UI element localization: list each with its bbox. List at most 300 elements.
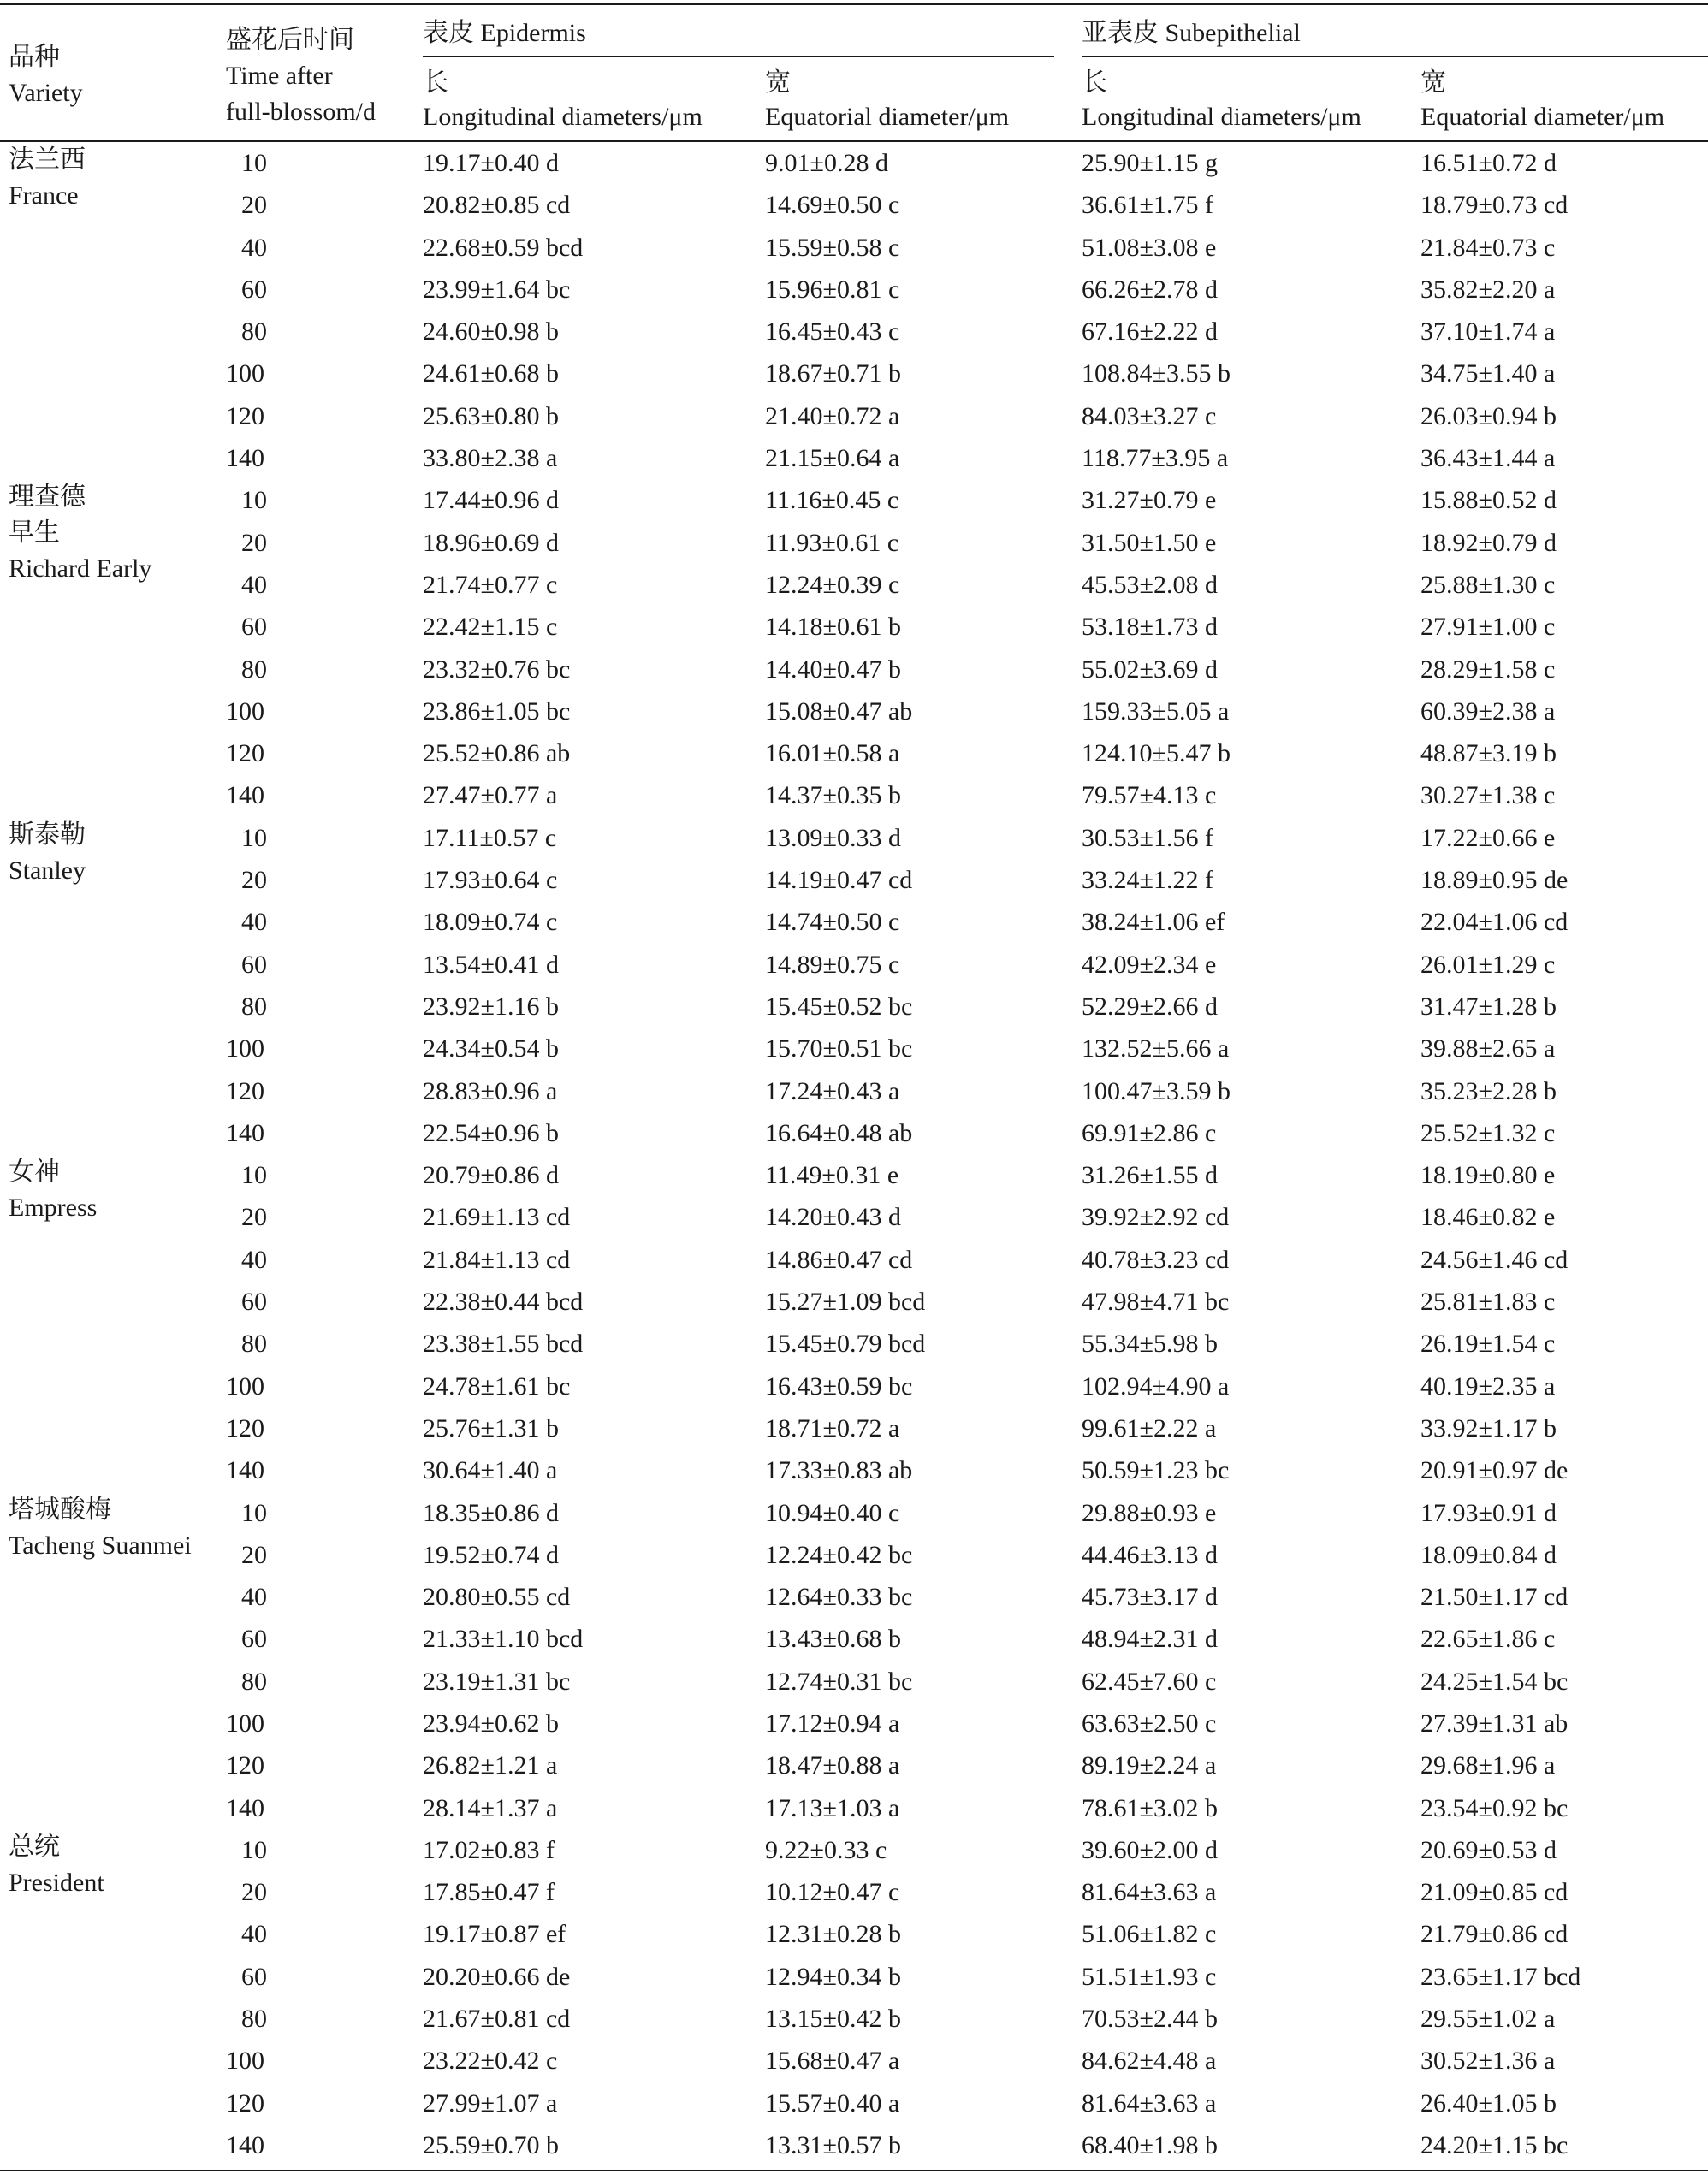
subepithelial-long-cell: 30.53±1.56 f (1082, 823, 1213, 852)
epidermis-wide-cell: 10.12±0.47 c (765, 1878, 900, 1907)
table-row (0, 1070, 1708, 1112)
epidermis-wide-cell: 14.20±0.43 d (765, 1203, 901, 1232)
time-cell: 20 (241, 1203, 267, 1232)
epidermis-wide-cell: 14.74±0.50 c (765, 908, 900, 937)
subepithelial-wide-cell: 17.22±0.66 e (1420, 823, 1556, 852)
time-cell: 80 (241, 1667, 267, 1696)
subepithelial-long-cell: 50.59±1.23 bc (1082, 1456, 1230, 1485)
epidermis-wide-cell: 14.19±0.47 cd (765, 866, 913, 895)
time-cell: 20 (241, 1540, 267, 1569)
time-cell: 20 (241, 1878, 267, 1907)
epidermis-long-cell: 17.93±0.64 c (423, 866, 558, 895)
time-cell: 20 (241, 528, 267, 557)
table-row (0, 1956, 1708, 1998)
subepithelial-wide-cell: 28.29±1.58 c (1420, 655, 1556, 684)
subepithelial-long-cell: 45.73±3.17 d (1082, 1583, 1218, 1612)
subepithelial-wide-cell: 21.50±1.17 cd (1420, 1583, 1569, 1612)
subepithelial-long-cell: 38.24±1.06 ef (1082, 908, 1225, 937)
table-row (0, 1745, 1708, 1786)
subepithelial-long-en: Longitudinal diameters/μm (1082, 103, 1361, 131)
epidermis-wide-cell: 14.40±0.47 b (765, 655, 901, 684)
subepithelial-long-cell: 33.24±1.22 f (1082, 866, 1213, 895)
table-row (0, 732, 1708, 774)
epidermis-long-cell: 23.22±0.42 c (423, 2047, 558, 2076)
subepithelial-long-cell: 39.92±2.92 cd (1082, 1203, 1230, 1232)
table-row (0, 1618, 1708, 1660)
subepithelial-long-cell: 51.08±3.08 e (1082, 233, 1217, 262)
epidermis-long-cell: 20.80±0.55 cd (423, 1583, 571, 1612)
subepithelial-wide-cell: 18.89±0.95 de (1420, 866, 1569, 895)
variety-name-en: Tacheng Suanmei (9, 1531, 192, 1560)
time-cell: 10 (241, 823, 267, 852)
variety-name-en: Richard Early (9, 554, 152, 584)
subepithelial-long-cell: 31.26±1.55 d (1082, 1161, 1218, 1190)
epidermis-long-cell: 24.60±0.98 b (423, 317, 559, 347)
table-row (0, 184, 1708, 226)
epidermis-long-cell: 13.54±0.41 d (423, 950, 559, 979)
subepithelial-long-cell: 29.88±0.93 e (1082, 1498, 1217, 1527)
epidermis-long-cell: 19.52±0.74 d (423, 1540, 559, 1569)
time-cell: 60 (241, 950, 267, 979)
subepithelial-wide-cell: 27.39±1.31 ab (1420, 1709, 1569, 1738)
epidermis-long-cell: 19.17±0.87 ef (423, 1920, 566, 1949)
time-cell: 140 (226, 444, 264, 473)
time-cell: 80 (241, 317, 267, 347)
epidermis-long-cell: 30.64±1.40 a (423, 1456, 558, 1485)
subepithelial-wide-cell: 36.43±1.44 a (1420, 444, 1556, 473)
epidermis-wide-cell: 16.45±0.43 c (765, 317, 900, 347)
variety-header-en: Variety (9, 79, 83, 107)
subepithelial-long-cell: 53.18±1.73 d (1082, 613, 1218, 642)
time-cell: 120 (226, 1751, 264, 1780)
epidermis-long-cell: 24.78±1.61 bc (423, 1371, 571, 1401)
time-cell: 60 (241, 1288, 267, 1317)
subepithelial-long-cell: 89.19±2.24 a (1082, 1751, 1217, 1780)
subepithelial-wide-cell: 25.81±1.83 c (1420, 1288, 1556, 1317)
table-row (0, 944, 1708, 986)
epidermis-long-cell: 22.68±0.59 bcd (423, 233, 584, 262)
table-row (0, 269, 1708, 311)
table-row (0, 1407, 1708, 1449)
subepithelial-long-cell: 47.98±4.71 bc (1082, 1288, 1230, 1317)
time-cell: 100 (226, 1709, 264, 1738)
subepithelial-wide-cell: 35.82±2.20 a (1420, 275, 1556, 304)
subepithelial-long-cell: 52.29±2.66 d (1082, 992, 1218, 1021)
table-row (0, 1449, 1708, 1491)
subepithelial-wide-cell: 26.01±1.29 c (1420, 950, 1556, 979)
subepithelial-wide-cell: 40.19±2.35 a (1420, 1371, 1556, 1401)
subepithelial-wide-cell: 29.68±1.96 a (1420, 1751, 1556, 1780)
subepithelial-long-cell: 132.52±5.66 a (1082, 1034, 1230, 1063)
epidermis-long-cell: 23.92±1.16 b (423, 992, 559, 1021)
time-cell: 10 (241, 486, 267, 515)
epidermis-long-cell: 23.86±1.05 bc (423, 696, 571, 726)
epidermis-long-cell: 21.69±1.13 cd (423, 1203, 571, 1232)
epidermis-wide-cell: 16.43±0.59 bc (765, 1371, 913, 1401)
subepithelial-long-cell: 102.94±4.90 a (1082, 1371, 1230, 1401)
time-cell: 40 (241, 1245, 267, 1274)
subepithelial-wide-cell: 17.93±0.91 d (1420, 1498, 1557, 1527)
time-cell: 140 (226, 781, 264, 810)
subepithelial-wide-cell: 31.47±1.28 b (1420, 992, 1557, 1021)
epidermis-long-cell: 17.02±0.83 f (423, 1835, 555, 1864)
time-cell: 60 (241, 1625, 267, 1654)
subepithelial-wide-cell: 18.19±0.80 e (1420, 1161, 1556, 1190)
subepithelial-long-cell: 68.40±1.98 b (1082, 2130, 1218, 2159)
subepithelial-wide-cell: 39.88±2.65 a (1420, 1034, 1556, 1063)
subepithelial-long-cell: 39.60±2.00 d (1082, 1835, 1218, 1864)
time-cell: 60 (241, 613, 267, 642)
variety-name-cn: 法兰西 (9, 145, 86, 174)
table-row (0, 352, 1708, 394)
subepithelial-long-cell: 42.09±2.34 e (1082, 950, 1217, 979)
epidermis-long-cell: 28.83±0.96 a (423, 1076, 558, 1105)
subepithelial-long-cell: 51.06±1.82 c (1082, 1920, 1217, 1949)
subepithelial-wide-cell: 23.65±1.17 bcd (1420, 1962, 1581, 1991)
epidermis-wide-cell: 15.45±0.79 bcd (765, 1330, 926, 1359)
time-cell: 120 (226, 1413, 264, 1442)
epidermis-wide-cell: 10.94±0.40 c (765, 1498, 900, 1527)
epidermis-long-cell: 17.85±0.47 f (423, 1878, 555, 1907)
subepithelial-long-cell: 55.34±5.98 b (1082, 1330, 1218, 1359)
time-header-cn: 盛花后时间 (226, 26, 354, 54)
time-cell: 40 (241, 1583, 267, 1612)
time-cell: 40 (241, 233, 267, 262)
variety-name-en: Empress (9, 1194, 98, 1223)
table-row (0, 649, 1708, 690)
subepithelial-wide-cell: 37.10±1.74 a (1420, 317, 1556, 347)
subepithelial-wide-cell: 33.92±1.17 b (1420, 1413, 1557, 1442)
epidermis-long-cell: 20.20±0.66 de (423, 1962, 571, 1991)
subepithelial-wide-cell: 34.75±1.40 a (1420, 359, 1556, 388)
table-row (0, 1323, 1708, 1365)
subepithelial-wide-cell: 25.88±1.30 c (1420, 570, 1556, 599)
epidermis-long-cell: 24.34±0.54 b (423, 1034, 559, 1063)
subepithelial-wide-cell: 18.46±0.82 e (1420, 1203, 1556, 1232)
epidermis-long-cell: 19.17±0.40 d (423, 149, 559, 177)
subepithelial-long-cell: 99.61±2.22 a (1082, 1413, 1217, 1442)
subepithelial-wide-cell: 25.52±1.32 c (1420, 1118, 1556, 1147)
table-row (0, 564, 1708, 606)
subepithelial-long-cell: 69.91±2.86 c (1082, 1118, 1217, 1147)
subepithelial-wide-cell: 21.79±0.86 cd (1420, 1920, 1569, 1949)
table-row (0, 1787, 1708, 1829)
epidermis-long-cell: 18.35±0.86 d (423, 1498, 559, 1527)
table-row (0, 227, 1708, 269)
subepithelial-wide-cell: 22.65±1.86 c (1420, 1625, 1556, 1654)
epidermis-long-cell: 22.42±1.15 c (423, 613, 558, 642)
table-row (0, 774, 1708, 816)
subepithelial-long-cell: 44.46±3.13 d (1082, 1540, 1218, 1569)
epidermis-wide-cell: 12.74±0.31 bc (765, 1667, 913, 1696)
epidermis-long-cell: 33.80±2.38 a (423, 444, 558, 473)
subepithelial-wide-cell: 20.91±0.97 de (1420, 1456, 1569, 1485)
epidermis-wide-cell: 17.24±0.43 a (765, 1076, 900, 1105)
subepithelial-long-cell: 67.16±2.22 d (1082, 317, 1218, 347)
table-row (0, 2082, 1708, 2124)
table-row (0, 1112, 1708, 1154)
subepithelial-header: 亚表皮 Subepithelial (1082, 19, 1301, 47)
table-row (0, 1998, 1708, 2040)
subepithelial-wide-cell: 22.04±1.06 cd (1420, 908, 1569, 937)
subepithelial-long-cell: 55.02±3.69 d (1082, 655, 1218, 684)
table-row (0, 1028, 1708, 1069)
time-cell: 10 (241, 149, 267, 177)
epidermis-long-cell: 23.94±0.62 b (423, 1709, 559, 1738)
epidermis-wide-cell: 12.31±0.28 b (765, 1920, 901, 1949)
epidermis-wide-cell: 17.33±0.83 ab (765, 1456, 913, 1485)
time-cell: 100 (226, 2047, 264, 2076)
time-cell: 60 (241, 1962, 267, 1991)
table-row (0, 522, 1708, 564)
time-cell: 80 (241, 2005, 267, 2034)
table-row (0, 1196, 1708, 1238)
epidermis-wide-cell: 12.94±0.34 b (765, 1962, 901, 1991)
subepithelial-wide-cell: 16.51±0.72 d (1420, 149, 1557, 177)
top-rule (0, 3, 1708, 5)
epidermis-long-cell: 21.74±0.77 c (423, 570, 558, 599)
epidermis-wide-cell: 14.89±0.75 c (765, 950, 900, 979)
subepithelial-wide-cn: 宽 (1420, 68, 1446, 97)
table-row (0, 1365, 1708, 1407)
time-cell: 80 (241, 1330, 267, 1359)
time-header-en-1: Time after (226, 62, 333, 90)
subepithelial-long-cell: 36.61±1.75 f (1082, 191, 1213, 220)
subepithelial-long-cell: 81.64±3.63 a (1082, 1878, 1217, 1907)
epidermis-long-cn: 长 (423, 68, 448, 97)
subepithelial-long-cell: 108.84±3.55 b (1082, 359, 1231, 388)
epidermis-wide-cell: 12.64±0.33 bc (765, 1583, 913, 1612)
time-cell: 40 (241, 570, 267, 599)
epidermis-long-cell: 22.38±0.44 bcd (423, 1288, 584, 1317)
epidermis-wide-cell: 9.22±0.33 c (765, 1835, 887, 1864)
table-row (0, 437, 1708, 479)
subepithelial-long-cn: 长 (1082, 68, 1107, 97)
table-row (0, 1281, 1708, 1323)
epidermis-wide-cell: 13.31±0.57 b (765, 2130, 901, 2159)
subepithelial-long-cell: 51.51±1.93 c (1082, 1962, 1217, 1991)
epidermis-wide-cell: 13.15±0.42 b (765, 2005, 901, 2034)
epidermis-long-cell: 25.59±0.70 b (423, 2130, 559, 2159)
variety-name-cn: 斯泰勒 (9, 820, 86, 849)
table-row (0, 901, 1708, 943)
time-cell: 60 (241, 275, 267, 304)
table-body (0, 142, 1708, 2166)
epidermis-wide-cell: 12.24±0.42 bc (765, 1540, 913, 1569)
epidermis-long-cell: 23.38±1.55 bcd (423, 1330, 584, 1359)
subepithelial-long-cell: 81.64±3.63 a (1082, 2088, 1217, 2118)
epidermis-wide-cell: 15.68±0.47 a (765, 2047, 900, 2076)
subepithelial-wide-en: Equatorial diameter/μm (1420, 103, 1665, 131)
subepithelial-wide-cell: 24.20±1.15 bc (1420, 2130, 1569, 2159)
epidermis-wide-cell: 15.45±0.52 bc (765, 992, 913, 1021)
variety-name-en: President (9, 1868, 104, 1897)
subepithelial-wide-cell: 18.79±0.73 cd (1420, 191, 1569, 220)
time-cell: 120 (226, 739, 264, 768)
epidermis-long-cell: 28.14±1.37 a (423, 1793, 558, 1822)
epidermis-long-cell: 25.63±0.80 b (423, 401, 559, 430)
subepithelial-group-rule (1082, 56, 1708, 57)
subepithelial-long-cell: 63.63±2.50 c (1082, 1709, 1217, 1738)
table-row (0, 859, 1708, 901)
time-cell: 100 (226, 1034, 264, 1063)
table-row (0, 1576, 1708, 1618)
time-cell: 20 (241, 191, 267, 220)
epidermis-wide-cell: 15.70±0.51 bc (765, 1034, 913, 1063)
table-row (0, 690, 1708, 732)
table-row (0, 986, 1708, 1028)
table-row (0, 1913, 1708, 1955)
subepithelial-wide-cell: 18.92±0.79 d (1420, 528, 1557, 557)
subepithelial-wide-cell: 21.84±0.73 c (1420, 233, 1556, 262)
epidermis-wide-cell: 13.09±0.33 d (765, 823, 901, 852)
epidermis-long-en: Longitudinal diameters/μm (423, 103, 703, 131)
time-cell: 120 (226, 401, 264, 430)
epidermis-wide-cell: 11.93±0.61 c (765, 528, 899, 557)
subepithelial-long-cell: 159.33±5.05 a (1082, 696, 1230, 726)
epidermis-wide-cell: 12.24±0.39 c (765, 570, 900, 599)
variety-name-en: Stanley (9, 856, 86, 885)
subepithelial-wide-cell: 24.25±1.54 bc (1420, 1667, 1569, 1696)
variety-name-cn: 女神 (9, 1158, 60, 1187)
time-cell: 140 (226, 1118, 264, 1147)
epidermis-wide-cell: 14.69±0.50 c (765, 191, 900, 220)
subepithelial-wide-cell: 20.69±0.53 d (1420, 1835, 1557, 1864)
subepithelial-wide-cell: 26.40±1.05 b (1420, 2088, 1557, 2118)
epidermis-wide-cell: 14.86±0.47 cd (765, 1245, 913, 1274)
time-cell: 40 (241, 1920, 267, 1949)
epidermis-wide-cell: 18.71±0.72 a (765, 1413, 900, 1442)
variety-name-cn: 塔城酸梅 (9, 1495, 111, 1524)
epidermis-long-cell: 23.32±0.76 bc (423, 655, 571, 684)
epidermis-wide-cn: 宽 (765, 68, 791, 97)
epidermis-wide-cell: 16.64±0.48 ab (765, 1118, 913, 1147)
time-cell: 120 (226, 2088, 264, 2118)
epidermis-long-cell: 25.52±0.86 ab (423, 739, 571, 768)
subepithelial-long-cell: 45.53±2.08 d (1082, 570, 1218, 599)
epidermis-long-cell: 27.47±0.77 a (423, 781, 558, 810)
epidermis-wide-cell: 11.49±0.31 e (765, 1161, 899, 1190)
bottom-rule (0, 2170, 1708, 2171)
subepithelial-wide-cell: 24.56±1.46 cd (1420, 1245, 1569, 1274)
epidermis-long-cell: 21.84±1.13 cd (423, 1245, 571, 1274)
subepithelial-long-cell: 79.57±4.13 c (1082, 781, 1217, 810)
epidermis-long-cell: 21.67±0.81 cd (423, 2005, 571, 2034)
subepithelial-wide-cell: 30.27±1.38 c (1420, 781, 1556, 810)
time-cell: 140 (226, 1456, 264, 1485)
subepithelial-wide-cell: 23.54±0.92 bc (1420, 1793, 1569, 1822)
subepithelial-long-cell: 31.50±1.50 e (1082, 528, 1217, 557)
time-cell: 100 (226, 359, 264, 388)
subepithelial-long-cell: 78.61±3.02 b (1082, 1793, 1218, 1822)
epidermis-long-cell: 23.99±1.64 bc (423, 275, 571, 304)
epidermis-wide-en: Equatorial diameter/μm (765, 103, 1010, 131)
time-cell: 100 (226, 696, 264, 726)
time-cell: 100 (226, 1371, 264, 1401)
subepithelial-long-cell: 118.77±3.95 a (1082, 444, 1229, 473)
epidermis-wide-cell: 11.16±0.45 c (765, 486, 899, 515)
epidermis-wide-cell: 14.18±0.61 b (765, 613, 901, 642)
epidermis-wide-cell: 15.59±0.58 c (765, 233, 900, 262)
time-cell: 40 (241, 908, 267, 937)
epidermis-long-cell: 18.09±0.74 c (423, 908, 558, 937)
table-row (0, 606, 1708, 648)
subepithelial-wide-cell: 60.39±2.38 a (1420, 696, 1556, 726)
epidermis-long-cell: 24.61±0.68 b (423, 359, 559, 388)
table-row (0, 2124, 1708, 2166)
epidermis-long-cell: 26.82±1.21 a (423, 1751, 558, 1780)
time-cell: 80 (241, 992, 267, 1021)
epidermis-long-cell: 20.82±0.85 cd (423, 191, 571, 220)
variety-name-cn: 总统 (9, 1832, 60, 1861)
subepithelial-long-cell: 84.03±3.27 c (1082, 401, 1217, 430)
time-cell: 10 (241, 1498, 267, 1527)
time-cell: 140 (226, 2130, 264, 2159)
epidermis-long-cell: 18.96±0.69 d (423, 528, 559, 557)
subepithelial-wide-cell: 29.55±1.02 a (1420, 2005, 1556, 2034)
variety-name-en: France (9, 181, 79, 210)
epidermis-wide-cell: 15.96±0.81 c (765, 275, 900, 304)
epidermis-long-cell: 17.11±0.57 c (423, 823, 557, 852)
epidermis-wide-cell: 15.08±0.47 ab (765, 696, 913, 726)
epidermis-group-rule (423, 56, 1054, 57)
epidermis-wide-cell: 21.40±0.72 a (765, 401, 900, 430)
epidermis-long-cell: 17.44±0.96 d (423, 486, 559, 515)
epidermis-long-cell: 20.79±0.86 d (423, 1161, 559, 1190)
variety-name-cn: 理查德 早生 (9, 483, 86, 548)
epidermis-long-cell: 25.76±1.31 b (423, 1413, 559, 1442)
table-row (0, 1661, 1708, 1703)
table-row (0, 395, 1708, 437)
subepithelial-wide-cell: 26.03±0.94 b (1420, 401, 1557, 430)
time-cell: 10 (241, 1835, 267, 1864)
epidermis-wide-cell: 17.13±1.03 a (765, 1793, 900, 1822)
variety-header-cn: 品种 (9, 43, 60, 71)
subepithelial-wide-cell: 18.09±0.84 d (1420, 1540, 1557, 1569)
epidermis-wide-cell: 9.01±0.28 d (765, 149, 888, 177)
time-cell: 80 (241, 655, 267, 684)
time-cell: 140 (226, 1793, 264, 1822)
epidermis-long-cell: 23.19±1.31 bc (423, 1667, 571, 1696)
table-row (0, 1871, 1708, 1913)
subepithelial-wide-cell: 21.09±0.85 cd (1420, 1878, 1569, 1907)
subepithelial-wide-cell: 35.23±2.28 b (1420, 1076, 1557, 1105)
table-row (0, 1534, 1708, 1576)
table-row (0, 2040, 1708, 2082)
epidermis-wide-cell: 13.43±0.68 b (765, 1625, 901, 1654)
subepithelial-long-cell: 66.26±2.78 d (1082, 275, 1218, 304)
subepithelial-long-cell: 124.10±5.47 b (1082, 739, 1231, 768)
subepithelial-long-cell: 25.90±1.15 g (1082, 149, 1218, 177)
subepithelial-wide-cell: 48.87±3.19 b (1420, 739, 1557, 768)
epidermis-long-cell: 22.54±0.96 b (423, 1118, 559, 1147)
subepithelial-long-cell: 70.53±2.44 b (1082, 2005, 1218, 2034)
epidermis-wide-cell: 15.27±1.09 bcd (765, 1288, 926, 1317)
time-cell: 120 (226, 1076, 264, 1105)
time-cell: 20 (241, 866, 267, 895)
epidermis-long-cell: 21.33±1.10 bcd (423, 1625, 584, 1654)
subepithelial-wide-cell: 26.19±1.54 c (1420, 1330, 1556, 1359)
subepithelial-long-cell: 84.62±4.48 a (1082, 2047, 1217, 2076)
subepithelial-long-cell: 100.47±3.59 b (1082, 1076, 1231, 1105)
time-cell: 10 (241, 1161, 267, 1190)
table-row (0, 1239, 1708, 1281)
time-header-en-2: full-blossom/d (226, 98, 377, 126)
subepithelial-long-cell: 62.45±7.60 c (1082, 1667, 1217, 1696)
epidermis-wide-cell: 15.57±0.40 a (765, 2088, 900, 2118)
subepithelial-long-cell: 31.27±0.79 e (1082, 486, 1217, 515)
table-row (0, 1703, 1708, 1745)
